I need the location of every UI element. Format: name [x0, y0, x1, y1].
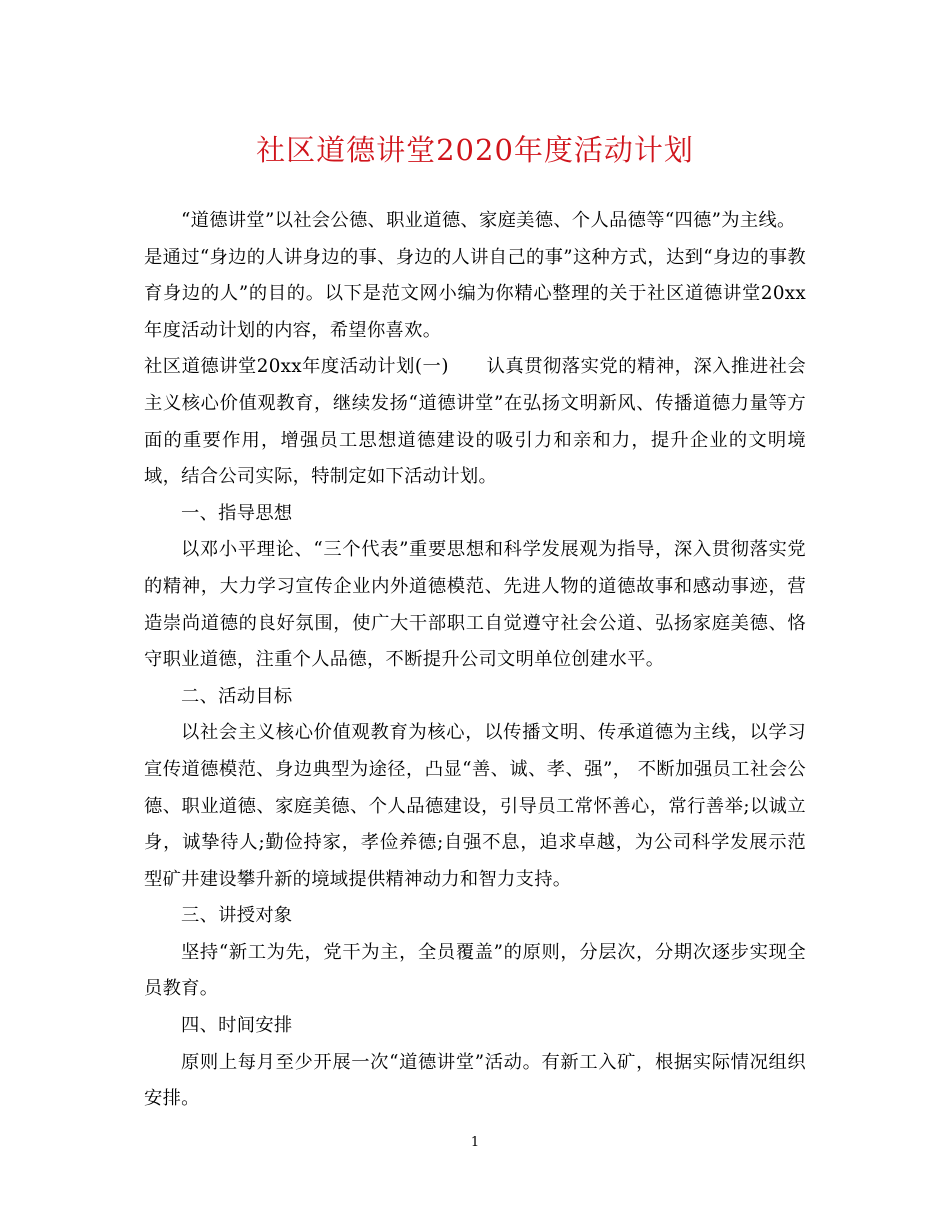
paragraph-guiding-ideology: 以邓小平理论、“三个代表”重要思想和科学发展观为指导，深入贯彻落实党的精神，大力学习宣传企业内外道德模范、先进人物的道德故事和感动事迹，营造崇尚道德的良好氛围，使广大干部职工自觉遵守社会公道、弘扬家庭美德、恪守职业道德，注重个人品德，不断提升公司文明单位创建水平。	[144, 539, 806, 671]
paragraph-audience: 坚持“新工为先，党干为主，全员覆盖”的原则，分层次，分期次逐步实现全员教育。	[144, 941, 806, 1000]
paragraph-purpose: 是通过“身边的人讲身边的事、身边的人讲自己的事”这种方式，达到“身边的事教育身边的人”的目的。以下是范文网小编为你精心整理的关于社区道德讲堂20xx年度活动计划的内容，希望你喜欢。	[144, 246, 806, 341]
document-body	[144, 203, 806, 1118]
page-number: 1	[470, 1135, 480, 1150]
paragraph-activity-goals: 以社会主义核心价值观教育为核心，以传播文明、传承道德为主线，以学习宣传道德模范、身边典型为途径，凸显“善、诚、孝、强”， 不断加强员工社会公德、职业道德、家庭美德、个人品德建设，引导员工常怀善心，常行善举;以诚立身，诚挚待人;勤俭持家，孝俭养德;自强不息，追求卓越，为公司科学发展示范型矿井建设攀升新的境域提供精神动力和智力支持。	[144, 722, 806, 890]
section-heading-schedule: 四、时间安排	[181, 1015, 293, 1037]
document-title: 社区道德讲堂2020年度活动计划	[256, 133, 694, 167]
paragraph-intro: “道德讲堂”以社会公德、职业道德、家庭美德、个人品德等“四德”为主线。	[181, 210, 796, 231]
section-heading-audience: 三、讲授对象	[181, 905, 293, 927]
paragraph-schedule: 原则上每月至少开展一次“道德讲堂”活动。有新工入矿，根据实际情况组织安排。	[144, 1051, 806, 1110]
section-heading-guiding-ideology: 一、指导思想	[181, 502, 293, 524]
paragraph-plan-overview: 社区道德讲堂20xx年度活动计划(一) 认真贯彻落实党的精神，深入推进社会主义核心价值观教育，继续发扬“道德讲堂”在弘扬文明新风、传播道德力量等方面的重要作用，增强员工思想道德建设的吸引力和亲和力，提升企业的文明境域，结合公司实际，特制定如下活动计划。	[144, 356, 806, 488]
section-heading-activity-goals: 二、活动目标	[181, 685, 293, 707]
